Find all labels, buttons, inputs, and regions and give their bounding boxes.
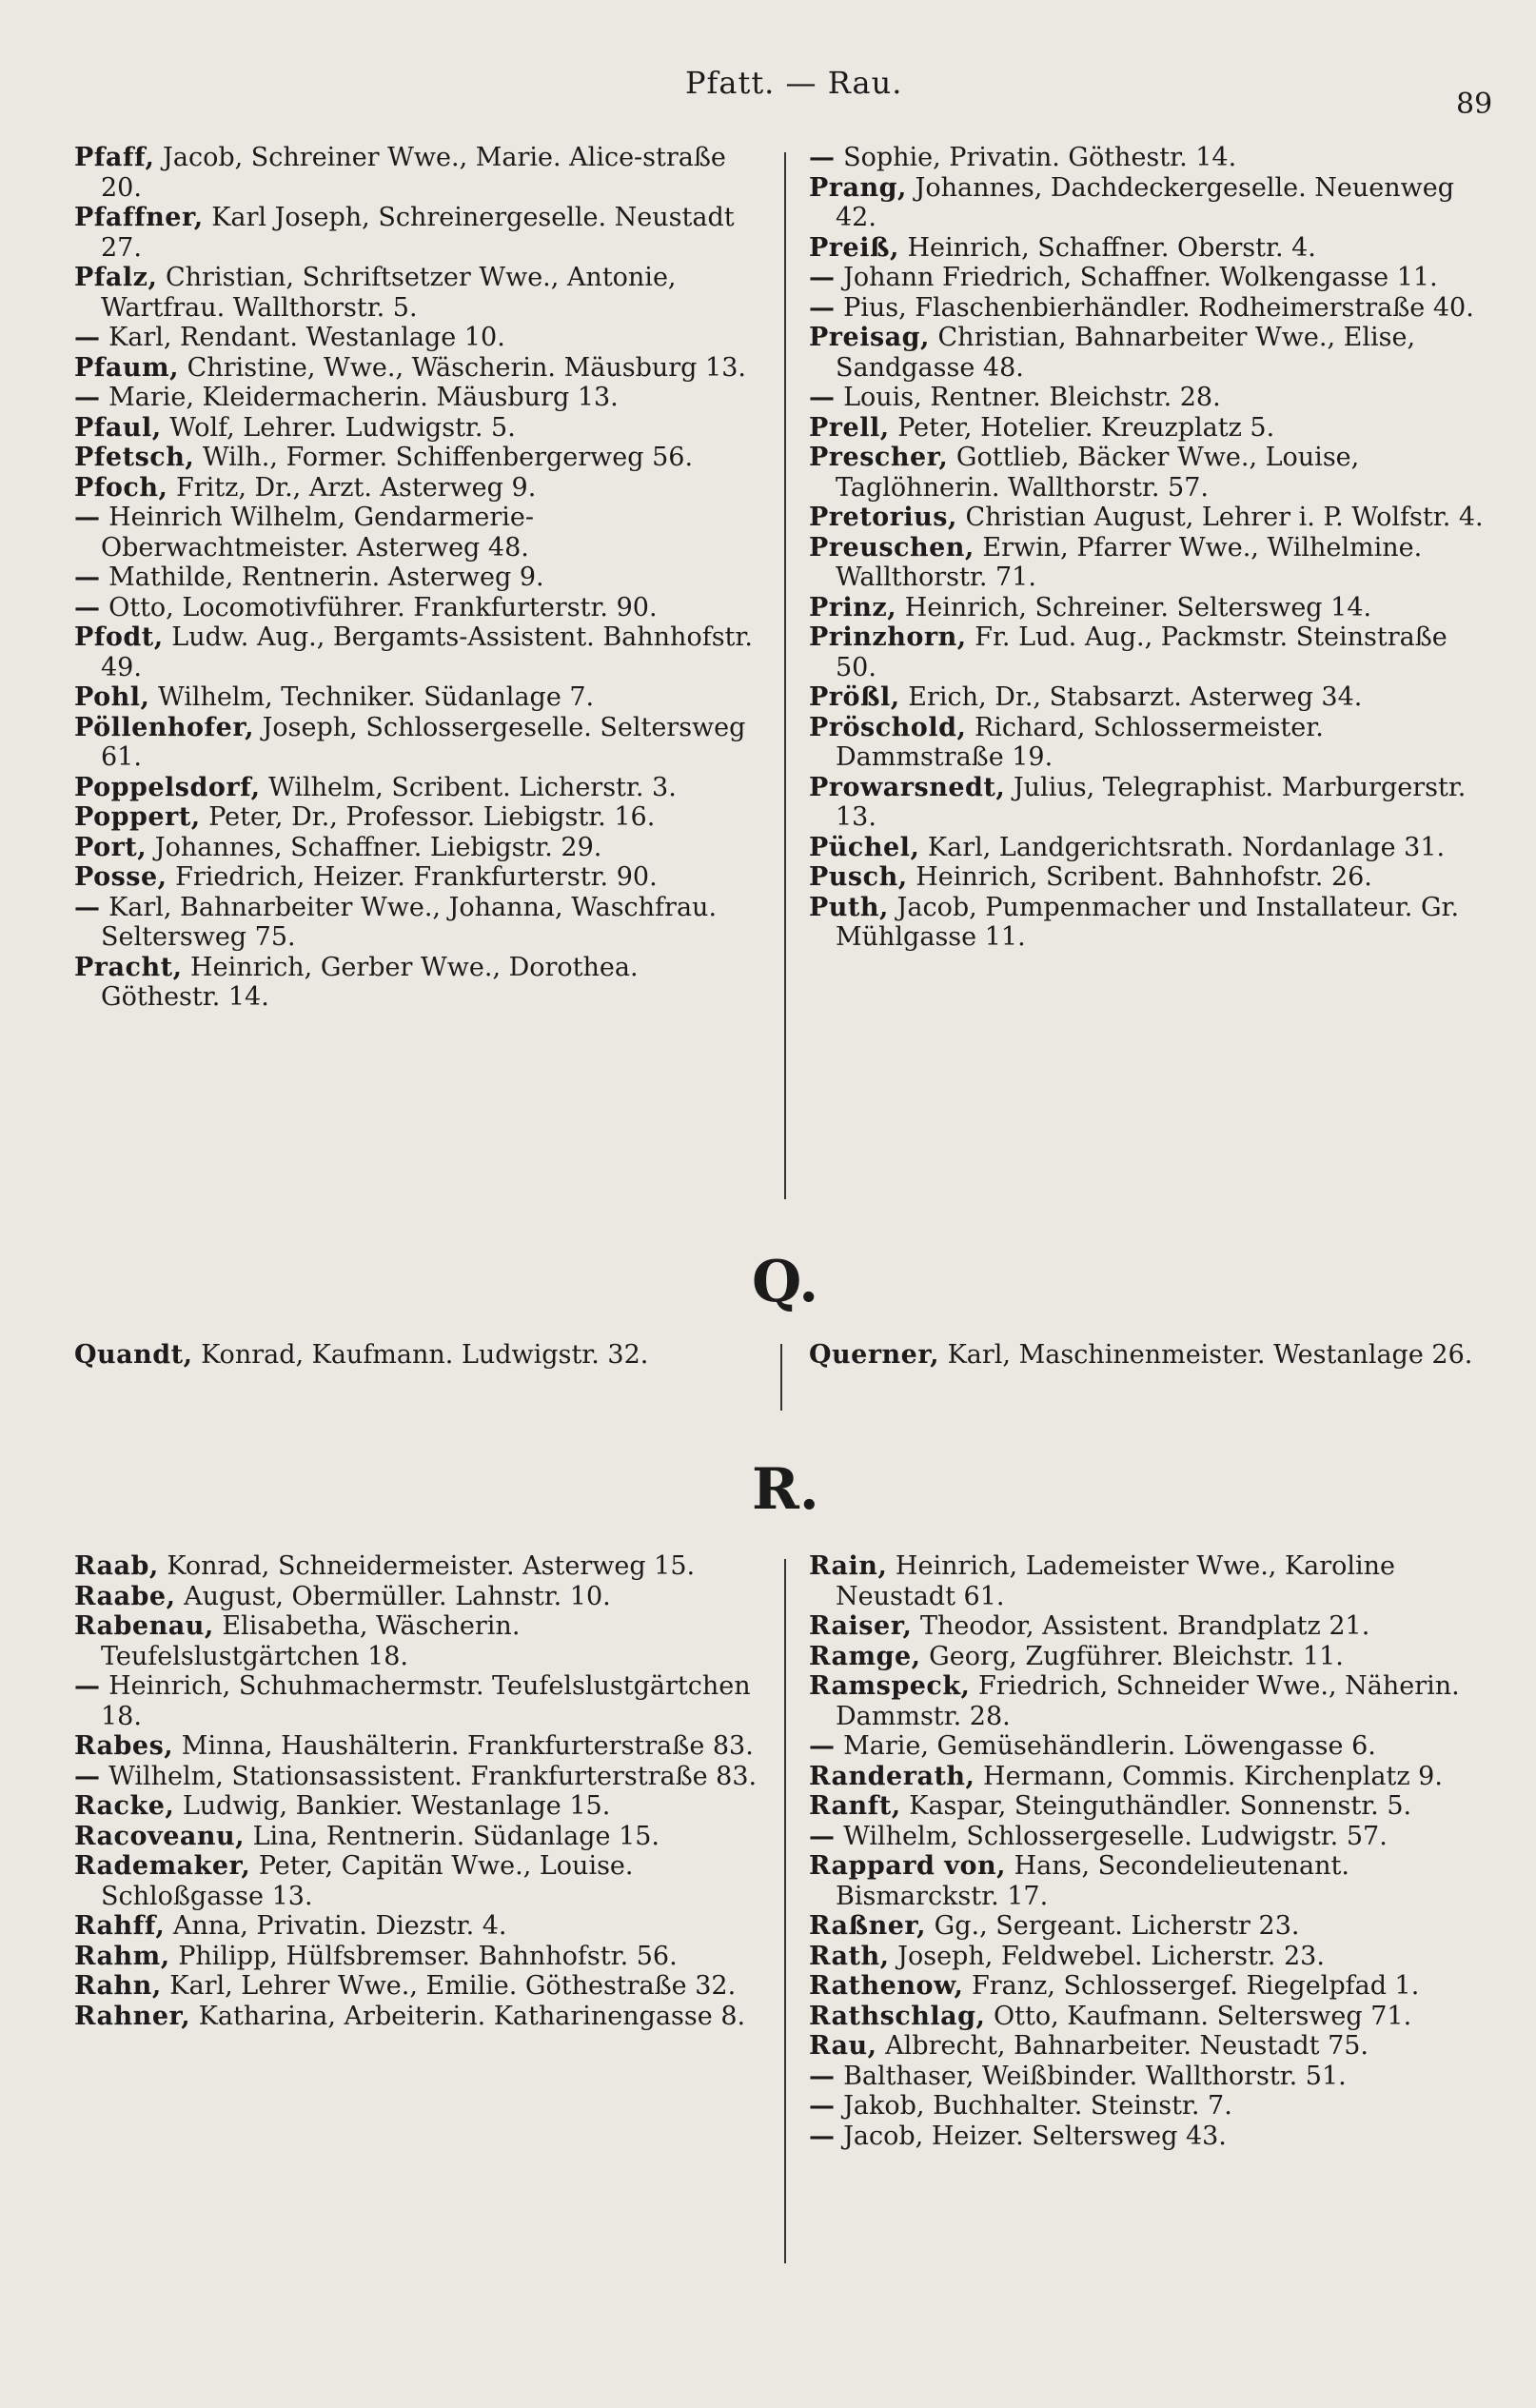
entry-surname: Pusch, xyxy=(809,862,908,892)
directory-entry xyxy=(809,1791,1494,1822)
directory-entry xyxy=(809,1611,1494,1642)
directory-entry xyxy=(74,413,759,444)
directory-entry xyxy=(809,893,1494,953)
entry-surname: Rathenow, xyxy=(809,1971,964,2001)
entry-details: Marie, Kleidermacherin. Mäusburg 13. xyxy=(100,383,619,412)
directory-entry xyxy=(74,473,759,503)
entry-details: Georg, Zugführer. Bleichstr. 11. xyxy=(920,1641,1344,1671)
directory-entry xyxy=(74,833,759,863)
entry-surname: Querner, xyxy=(809,1340,940,1370)
entry-details: Ludw. Aug., Bergamts-Assistent. Bahnhofstr. 49. xyxy=(101,622,753,682)
directory-entry xyxy=(809,1822,1494,1852)
entry-details: Karl, Maschinenmeister. Westanlage 26. xyxy=(939,1340,1473,1370)
entry-details: Mathilde, Rentnerin. Asterweg 9. xyxy=(100,563,544,592)
entry-surname: Pfalz, xyxy=(74,263,158,292)
page-header: Pfatt. — Rau. xyxy=(685,65,903,101)
entry-details: Franz, Schlossergef. Riegelpfad 1. xyxy=(963,1971,1420,2001)
entry-surname: Preisag, xyxy=(809,323,930,352)
entry-details: Christine, Wwe., Wäscherin. Mäusburg 13. xyxy=(179,352,746,383)
entry-surname: Raßner, xyxy=(809,1911,927,1941)
entry-surname: Pretorius, xyxy=(809,503,957,532)
directory-entry xyxy=(74,1911,759,1942)
q-right-column xyxy=(809,1340,1494,1371)
directory-entry xyxy=(809,2002,1494,2032)
entry-details: Pius, Flaschenbierhändler. Rodheimerstraße 40. xyxy=(835,292,1474,323)
directory-entry xyxy=(74,1942,759,1972)
entry-surname: Rathschlag, xyxy=(809,2001,986,2031)
entry-surname: — xyxy=(74,323,101,352)
entry-surname: Racoveanu, xyxy=(74,1821,246,1851)
directory-entry xyxy=(809,503,1494,533)
entry-surname: Poppert, xyxy=(74,802,201,832)
section-letter-q: Q. xyxy=(752,1249,819,1315)
entry-surname: — xyxy=(809,383,836,412)
entry-surname: Prinz, xyxy=(809,592,897,622)
entry-surname: — xyxy=(809,1731,836,1761)
entry-surname: Raab, xyxy=(74,1551,159,1581)
entry-details: Johann Friedrich, Schaffner. Wolkengasse 11. xyxy=(835,263,1438,292)
entry-details: Fr. Lud. Aug., Packmstr. Steinstraße 50. xyxy=(836,622,1447,682)
directory-entry xyxy=(809,1851,1494,1911)
entry-surname: Rahm, xyxy=(74,1941,170,1971)
entry-surname: Pfoch, xyxy=(74,472,168,503)
directory-entry xyxy=(809,413,1494,444)
entry-details: August, Obermüller. Lahnstr. 10. xyxy=(175,1581,611,1611)
entry-surname: Rain, xyxy=(809,1551,888,1581)
directory-entry xyxy=(809,682,1494,713)
entry-surname: — xyxy=(74,592,101,622)
entry-details: Theodor, Assistent. Brandplatz 21. xyxy=(912,1611,1370,1641)
directory-entry xyxy=(809,2062,1494,2092)
entry-details: Christian, Bahnarbeiter Wwe., Elise, Sandgasse 48. xyxy=(836,323,1416,383)
entry-details: Friedrich, Schneider Wwe., Näherin. Dammstr. 28. xyxy=(836,1671,1460,1731)
entry-surname: Pohl, xyxy=(74,682,150,712)
entry-surname: — xyxy=(809,2091,836,2121)
directory-entry xyxy=(74,203,759,263)
entry-surname: Raiser, xyxy=(809,1611,913,1641)
entry-surname: Port, xyxy=(74,832,148,862)
entry-details: Heinrich, Schaffner. Oberstr. 4. xyxy=(898,232,1316,263)
entry-details: Peter, Hotelier. Kreuzplatz 5. xyxy=(889,412,1275,443)
entry-details: Hermann, Commis. Kirchenplatz 9. xyxy=(975,1761,1443,1791)
directory-entry xyxy=(74,862,759,893)
directory-entry xyxy=(74,1971,759,2002)
entry-details: Jacob, Pumpenmacher und Installateur. Gr. Mühlgasse 11. xyxy=(836,892,1460,952)
directory-entry xyxy=(809,323,1494,383)
entry-surname: Prinzhorn, xyxy=(809,622,967,652)
entry-details: Katharina, Arbeiterin. Katharinengasse 8. xyxy=(190,2001,746,2031)
entry-details: Wilhelm, Stationsassistent. Frankfurterstraße 83. xyxy=(100,1761,758,1791)
entry-details: Jacob, Schreiner Wwe., Marie. Alice-straße 20. xyxy=(101,143,726,203)
entry-details: Lina, Rentnerin. Südanlage 15. xyxy=(245,1821,660,1851)
entry-surname: Preiß, xyxy=(809,232,899,263)
entry-details: Sophie, Privatin. Göthestr. 14. xyxy=(835,143,1237,172)
directory-entry xyxy=(74,323,759,353)
entry-details: Johannes, Dachdeckergeselle. Neuenweg 42. xyxy=(836,172,1454,232)
entry-surname: — xyxy=(809,2121,836,2151)
entry-details: Otto, Locomotivführer. Frankfurterstr. 90. xyxy=(100,592,658,622)
entry-details: Joseph, Schlossergeselle. Seltersweg 61. xyxy=(101,712,746,772)
entry-surname: Quandt, xyxy=(74,1340,193,1370)
entry-details: Friedrich, Heizer. Frankfurterstr. 90. xyxy=(167,862,658,892)
entry-surname: Raabe, xyxy=(74,1581,176,1611)
entry-surname: — xyxy=(809,292,836,323)
entry-details: Christian August, Lehrer i. P. Wolfstr. 4. xyxy=(956,503,1484,532)
directory-entry xyxy=(74,143,759,203)
directory-entry xyxy=(74,1551,759,1582)
entry-details: Johannes, Schaffner. Liebigstr. 29. xyxy=(147,832,602,862)
directory-entry xyxy=(809,1911,1494,1942)
directory-entry xyxy=(74,1671,759,1731)
entry-surname: Rappard von, xyxy=(809,1851,1007,1881)
directory-entry xyxy=(809,1731,1494,1762)
entry-surname: — xyxy=(809,2061,836,2091)
entry-details: Balthaser, Weißbinder. Wallthorstr. 51. xyxy=(835,2061,1347,2091)
directory-entry xyxy=(74,1851,759,1911)
entry-surname: Rahner, xyxy=(74,2001,191,2031)
entry-details: Karl, Bahnarbeiter Wwe., Johanna, Waschfrau. Seltersweg 75. xyxy=(100,892,718,952)
directory-entry xyxy=(74,1822,759,1852)
column-divider xyxy=(784,1559,786,2263)
q-left-column xyxy=(74,1340,759,1371)
p-left-column xyxy=(74,143,759,1013)
directory-entry xyxy=(809,622,1494,682)
entry-details: Marie, Gemüsehändlerin. Löwengasse 6. xyxy=(835,1731,1376,1761)
entry-surname: Rabenau, xyxy=(74,1611,214,1641)
directory-entry xyxy=(809,1971,1494,2002)
directory-entry xyxy=(809,2091,1494,2122)
p-right-column xyxy=(809,143,1494,953)
r-right-column xyxy=(809,1551,1494,2151)
entry-details: Richard, Schlossermeister. Dammstraße 19. xyxy=(836,712,1324,772)
directory-entry xyxy=(74,893,759,953)
entry-surname: Ranft, xyxy=(809,1791,901,1821)
directory-entry xyxy=(809,533,1494,593)
entry-surname: — xyxy=(809,263,836,292)
directory-entry xyxy=(809,443,1494,503)
entry-surname: Püchel, xyxy=(809,832,920,862)
entry-details: Jakob, Buchhalter. Steinstr. 7. xyxy=(835,2091,1232,2121)
entry-surname: Prell, xyxy=(809,412,890,443)
entry-details: Erwin, Pfarrer Wwe., Wilhelmine. Wallthorstr. 71. xyxy=(836,532,1423,592)
directory-entry xyxy=(74,1611,759,1671)
entry-details: Christian, Schriftsetzer Wwe., Antonie, Wartfrau. Wallthorstr. 5. xyxy=(101,263,677,323)
directory-entry xyxy=(809,1671,1494,1731)
entry-details: Gg., Sergeant. Licherstr 23. xyxy=(926,1911,1300,1941)
entry-surname: Rahff, xyxy=(74,1911,166,1941)
entry-surname: Preuschen, xyxy=(809,532,975,563)
entry-surname: — xyxy=(74,1671,101,1701)
directory-entry xyxy=(809,383,1494,413)
entry-details: Albrecht, Bahnarbeiter. Neustadt 75. xyxy=(876,2031,1369,2061)
directory-entry xyxy=(74,773,759,803)
directory-entry xyxy=(74,1762,759,1792)
directory-entry xyxy=(74,1791,759,1822)
entry-surname: Prescher, xyxy=(809,443,949,472)
section-letter-r: R. xyxy=(752,1456,819,1523)
entry-details: Joseph, Feldwebel. Licherstr. 23. xyxy=(889,1941,1325,1971)
entry-details: Julius, Telegraphist. Marburgerstr. 13. xyxy=(836,772,1467,832)
entry-details: Minna, Haushälterin. Frankfurterstraße 83. xyxy=(173,1731,754,1761)
entry-surname: Pröschold, xyxy=(809,712,967,742)
entry-surname: Pfaffner, xyxy=(74,203,204,232)
entry-surname: Prößl, xyxy=(809,682,900,712)
directory-entry xyxy=(809,1340,1494,1371)
directory-entry xyxy=(809,1942,1494,1972)
entry-details: Karl Joseph, Schreinergeselle. Neustadt 27. xyxy=(101,203,735,263)
directory-entry xyxy=(809,143,1494,173)
directory-entry xyxy=(74,1340,759,1371)
entry-details: Heinrich, Scribent. Bahnhofstr. 26. xyxy=(907,862,1372,892)
directory-entry xyxy=(74,353,759,384)
entry-surname: Ramspeck, xyxy=(809,1671,971,1701)
directory-entry xyxy=(74,802,759,833)
directory-entry xyxy=(809,833,1494,863)
entry-details: Peter, Dr., Professor. Liebigstr. 16. xyxy=(200,802,656,832)
entry-surname: Rademaker, xyxy=(74,1851,251,1881)
entry-details: Karl, Rendant. Westanlage 10. xyxy=(100,323,505,352)
directory-entry xyxy=(74,593,759,623)
entry-details: Elisabetha, Wäscherin. Teufelslustgärtchen 18. xyxy=(101,1611,521,1671)
column-divider xyxy=(784,152,786,1199)
entry-details: Heinrich Wilhelm, Gendarmerie-Oberwachtmeister. Asterweg 48. xyxy=(100,503,535,563)
entry-surname: Rau, xyxy=(809,2031,877,2061)
entry-details: Fritz, Dr., Arzt. Asterweg 9. xyxy=(167,472,537,503)
entry-surname: Prang, xyxy=(809,172,907,203)
directory-entry xyxy=(74,2002,759,2032)
entry-surname: Pfaff, xyxy=(74,143,155,172)
entry-surname: Rahn, xyxy=(74,1971,162,2001)
entry-surname: Randerath, xyxy=(809,1761,975,1791)
directory-entry xyxy=(74,682,759,713)
entry-details: Heinrich, Gerber Wwe., Dorothea. Göthestr. 14. xyxy=(101,952,639,1012)
directory-entry xyxy=(809,713,1494,773)
entry-details: Jacob, Heizer. Seltersweg 43. xyxy=(835,2121,1227,2151)
directory-entry xyxy=(74,1582,759,1612)
entry-surname: Posse, xyxy=(74,862,167,892)
entry-details: Wilhelm, Techniker. Südanlage 7. xyxy=(149,682,595,712)
entry-surname: — xyxy=(74,1761,101,1791)
entry-surname: Pfaul, xyxy=(74,412,162,443)
r-left-column xyxy=(74,1551,759,2031)
entry-surname: Poppelsdorf, xyxy=(74,772,261,802)
directory-entry xyxy=(809,2031,1494,2062)
entry-surname: Prowarsnedt, xyxy=(809,772,1006,802)
directory-entry xyxy=(74,263,759,323)
entry-details: Konrad, Kaufmann. Ludwigstr. 32. xyxy=(192,1340,649,1370)
directory-entry xyxy=(74,953,759,1013)
entry-details: Wilhelm, Scribent. Licherstr. 3. xyxy=(260,772,677,802)
entry-details: Gottlieb, Bäcker Wwe., Louise, Taglöhnerin. Wallthorstr. 57. xyxy=(836,443,1360,503)
entry-surname: Pöllenhofer, xyxy=(74,712,255,742)
entry-details: Wilhelm, Schlossergeselle. Ludwigstr. 57. xyxy=(835,1821,1388,1851)
directory-entry xyxy=(74,563,759,593)
entry-surname: Rabes, xyxy=(74,1731,174,1761)
entry-surname: — xyxy=(74,383,101,412)
entry-surname: — xyxy=(74,892,101,922)
entry-details: Peter, Capitän Wwe., Louise. Schloßgasse 13. xyxy=(101,1851,634,1911)
directory-entry xyxy=(809,1551,1494,1611)
entry-details: Wolf, Lehrer. Ludwigstr. 5. xyxy=(161,412,516,443)
directory-entry xyxy=(809,173,1494,233)
directory-entry xyxy=(809,862,1494,893)
entry-details: Karl, Landgerichtsrath. Nordanlage 31. xyxy=(919,832,1446,862)
directory-entry xyxy=(809,1762,1494,1792)
directory-entry xyxy=(809,293,1494,324)
directory-entry xyxy=(809,1642,1494,1672)
directory-entry xyxy=(74,713,759,773)
directory-entry xyxy=(809,2122,1494,2152)
directory-entry xyxy=(809,773,1494,833)
entry-details: Karl, Lehrer Wwe., Emilie. Göthestraße 32. xyxy=(161,1971,737,2001)
entry-surname: — xyxy=(809,143,836,172)
entry-surname: — xyxy=(74,563,101,592)
entry-surname: — xyxy=(74,503,101,532)
entry-details: Wilh., Former. Schiffenbergerweg 56. xyxy=(194,443,694,472)
entry-surname: Pfaum, xyxy=(74,352,180,383)
entry-details: Heinrich, Schreiner. Seltersweg 14. xyxy=(896,592,1372,622)
directory-entry xyxy=(809,593,1494,623)
entry-details: Ludwig, Bankier. Westanlage 15. xyxy=(174,1791,611,1821)
entry-surname: Rath, xyxy=(809,1941,890,1971)
entry-details: Philipp, Hülfsbremser. Bahnhofstr. 56. xyxy=(169,1941,678,1971)
entry-surname: Racke, xyxy=(74,1791,175,1821)
entry-details: Hans, Secondelieutenant. Bismarckstr. 17. xyxy=(836,1851,1349,1911)
directory-entry xyxy=(74,503,759,563)
entry-details: Anna, Privatin. Diezstr. 4. xyxy=(165,1911,507,1941)
entry-details: Louis, Rentner. Bleichstr. 28. xyxy=(835,383,1221,412)
entry-details: Konrad, Schneidermeister. Asterweg 15. xyxy=(158,1551,696,1581)
directory-entry xyxy=(74,1731,759,1762)
entry-surname: Ramge, xyxy=(809,1641,921,1671)
directory-entry xyxy=(809,263,1494,293)
directory-entry xyxy=(74,443,759,473)
entry-details: Otto, Kaufmann. Seltersweg 71. xyxy=(985,2001,1412,2031)
entry-surname: Pracht, xyxy=(74,952,183,982)
entry-surname: Puth, xyxy=(809,892,889,922)
directory-entry xyxy=(74,383,759,413)
directory-entry xyxy=(809,233,1494,264)
page-number: 89 xyxy=(1456,88,1493,121)
entry-surname: — xyxy=(809,1821,836,1851)
entry-surname: Pfetsch, xyxy=(74,443,195,472)
column-divider xyxy=(780,1344,782,1411)
directory-entry xyxy=(74,622,759,682)
entry-details: Heinrich, Schuhmachermstr. Teufelslustgärtchen 18. xyxy=(100,1671,751,1731)
entry-details: Kaspar, Steinguthändler. Sonnenstr. 5. xyxy=(900,1791,1412,1821)
entry-surname: Pfodt, xyxy=(74,622,164,652)
entry-details: Heinrich, Lademeister Wwe., Karoline Neustadt 61. xyxy=(836,1551,1396,1611)
entry-details: Erich, Dr., Stabsarzt. Asterweg 34. xyxy=(899,682,1363,712)
